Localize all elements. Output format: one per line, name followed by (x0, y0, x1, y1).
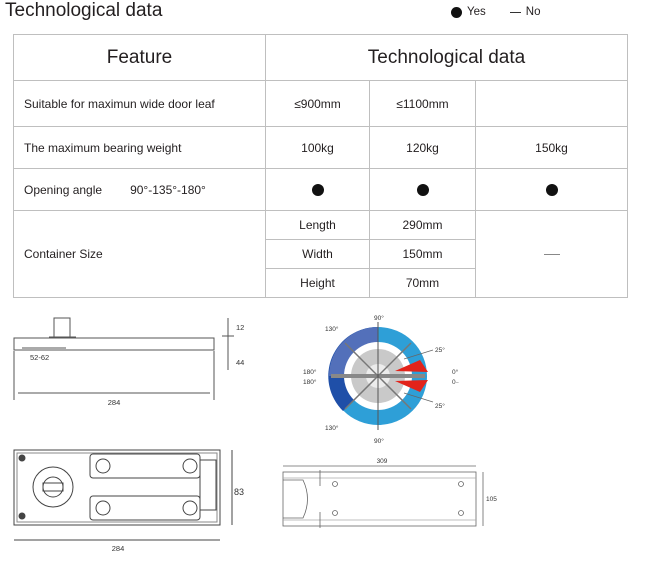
legend-yes-label: Yes (467, 6, 486, 18)
page-title: Technological data (5, 0, 163, 21)
dial-label-0: 0° (452, 369, 459, 376)
dial-label-180-a: 180° (303, 369, 317, 376)
container-dim-name: Height (266, 269, 370, 298)
dial-label-90-top: 90° (374, 315, 384, 322)
side-dim-length: 284 (107, 398, 121, 407)
box-dim-height: 105 (486, 496, 497, 503)
container-dim-name: Length (266, 211, 370, 240)
legend-no-label: No (525, 6, 541, 18)
row-label-bearing-weight: The maximum bearing weight (14, 127, 266, 169)
side-dim-height: 44 (236, 358, 245, 367)
cell-door-width-1: ≤900mm (266, 81, 370, 127)
container-dim-value: 70mm (370, 269, 476, 298)
row-label-container-size: Container Size (14, 211, 266, 298)
opening-angle-dial (328, 322, 433, 430)
dial-label-25-top: 25° (435, 347, 445, 354)
dial-label-0b: 0₋ (452, 379, 460, 386)
cell-weight-2: 120kg (370, 127, 476, 169)
dial-label-130-top: 130° (325, 326, 339, 333)
plan-dim-height: 83 (234, 487, 245, 497)
cell-weight-1: 100kg (266, 127, 370, 169)
side-dim-top: 12 (236, 323, 245, 332)
dial-label-90-bottom: 90° (374, 438, 384, 445)
box-dim-length: 309 (376, 458, 388, 465)
plan-dim-length: 284 (111, 544, 125, 553)
header-feature: Feature (14, 35, 266, 81)
dial-label-130-bottom: 130° (325, 425, 339, 432)
cell-door-width-2: ≤1100mm (370, 81, 476, 127)
dial-label-25-bottom: 25° (435, 403, 445, 410)
container-box-drawing (283, 466, 483, 528)
row-label-opening-angle: Opening angle (24, 182, 103, 197)
container-dim-value: 150mm (370, 240, 476, 269)
header-technological-data: Technological data (266, 35, 628, 81)
plan-view-drawing (14, 450, 232, 540)
container-dim-name: Width (266, 240, 370, 269)
cell-weight-3: 150kg (476, 127, 628, 169)
row-label-door-width: Suitable for maximun wide door leaf (14, 81, 266, 127)
side-dim-offset: 52-62 (30, 353, 50, 362)
opening-angle-value: 90°-135°-180° (130, 182, 206, 197)
dial-label-180-b: 180° (303, 379, 317, 386)
container-dim-value: 290mm (370, 211, 476, 240)
